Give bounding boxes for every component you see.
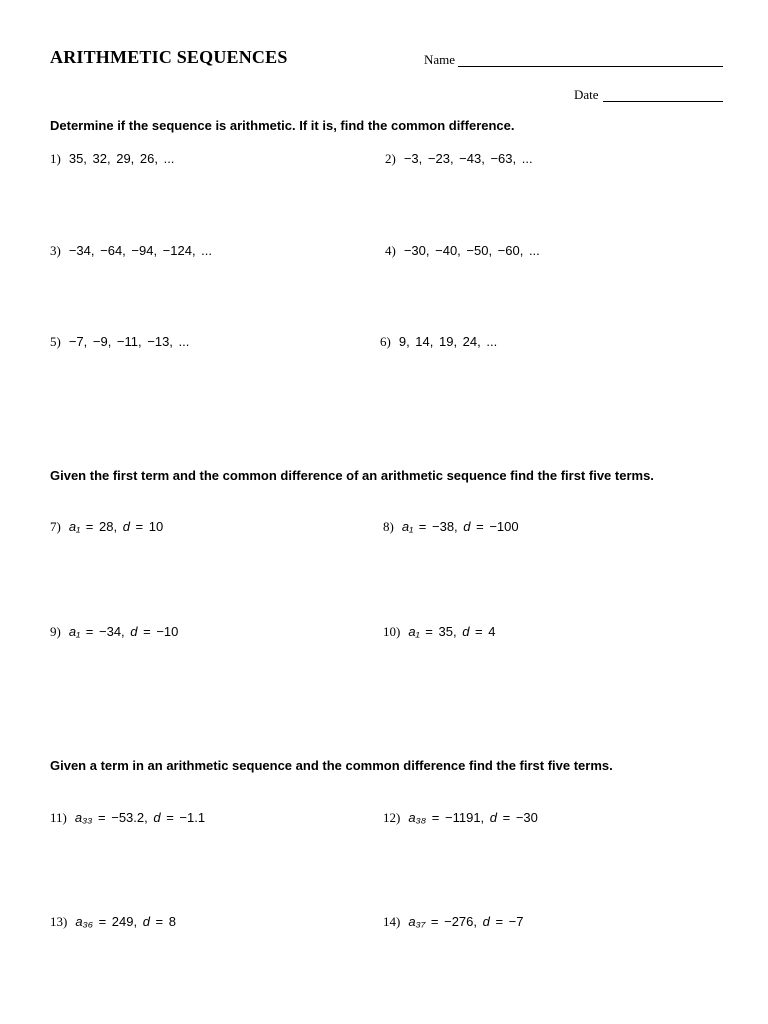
problem-expression: −7, −9, −11, −13, ... bbox=[68, 334, 190, 349]
problem-number: 7) bbox=[50, 519, 61, 534]
problem-number: 1) bbox=[50, 151, 61, 166]
section-2-instructions: Given the first term and the common difference of an arithmetic sequence find the first five terms. bbox=[50, 468, 654, 483]
problem-number: 2) bbox=[385, 151, 396, 166]
problem-8 bbox=[383, 519, 519, 535]
problem-number: 11) bbox=[50, 810, 67, 825]
problem-1 bbox=[50, 151, 174, 167]
problem-number: 13) bbox=[50, 914, 68, 929]
problem-expression: a₃₆ = 249, d = 8 bbox=[75, 914, 176, 929]
problem-expression: −30, −40, −50, −60, ... bbox=[403, 243, 540, 258]
problem-expression: a₁ = 35, d = 4 bbox=[408, 624, 496, 639]
problem-6 bbox=[380, 334, 497, 350]
problem-expression: a₁ = 28, d = 10 bbox=[68, 519, 164, 534]
problem-7 bbox=[50, 519, 163, 535]
problem-11 bbox=[50, 810, 205, 826]
problem-2 bbox=[385, 151, 533, 167]
problem-14 bbox=[383, 914, 524, 930]
problem-number: 10) bbox=[383, 624, 401, 639]
problem-expression: a₃₇ = −276, d = −7 bbox=[408, 914, 524, 929]
problem-12 bbox=[383, 810, 538, 826]
name-field[interactable] bbox=[458, 66, 723, 67]
problem-number: 12) bbox=[383, 810, 401, 825]
problem-expression: 35, 32, 29, 26, ... bbox=[68, 151, 175, 166]
problem-expression: −3, −23, −43, −63, ... bbox=[403, 151, 533, 166]
section-1-instructions: Determine if the sequence is arithmetic. If it is, find the common difference. bbox=[50, 118, 515, 133]
section-3-instructions: Given a term in an arithmetic sequence and the common difference find the first five terms. bbox=[50, 758, 613, 773]
problem-10 bbox=[383, 624, 495, 640]
problem-number: 8) bbox=[383, 519, 394, 534]
problem-number: 6) bbox=[380, 334, 391, 349]
date-label: Date bbox=[574, 87, 599, 102]
problem-expression: a₃₃ = −53.2, d = −1.1 bbox=[74, 810, 206, 825]
date-field[interactable] bbox=[603, 101, 723, 102]
problem-13 bbox=[50, 914, 176, 930]
problem-5 bbox=[50, 334, 189, 350]
name-label: Name bbox=[424, 52, 456, 67]
problem-4 bbox=[385, 243, 540, 259]
problem-expression: a₁ = −38, d = −100 bbox=[401, 519, 519, 534]
problem-expression: 9, 14, 19, 24, ... bbox=[398, 334, 498, 349]
problem-9 bbox=[50, 624, 178, 640]
problem-number: 14) bbox=[383, 914, 401, 929]
problem-3 bbox=[50, 243, 212, 259]
problem-number: 9) bbox=[50, 624, 61, 639]
problem-number: 3) bbox=[50, 243, 61, 258]
problem-number: 5) bbox=[50, 334, 61, 349]
problem-expression: a₁ = −34, d = −10 bbox=[68, 624, 179, 639]
problem-expression: a₃₈ = −1191, d = −30 bbox=[408, 810, 538, 825]
page-title: ARITHMETIC SEQUENCES bbox=[50, 47, 288, 67]
problem-number: 4) bbox=[385, 243, 396, 258]
problem-expression: −34, −64, −94, −124, ... bbox=[68, 243, 213, 258]
